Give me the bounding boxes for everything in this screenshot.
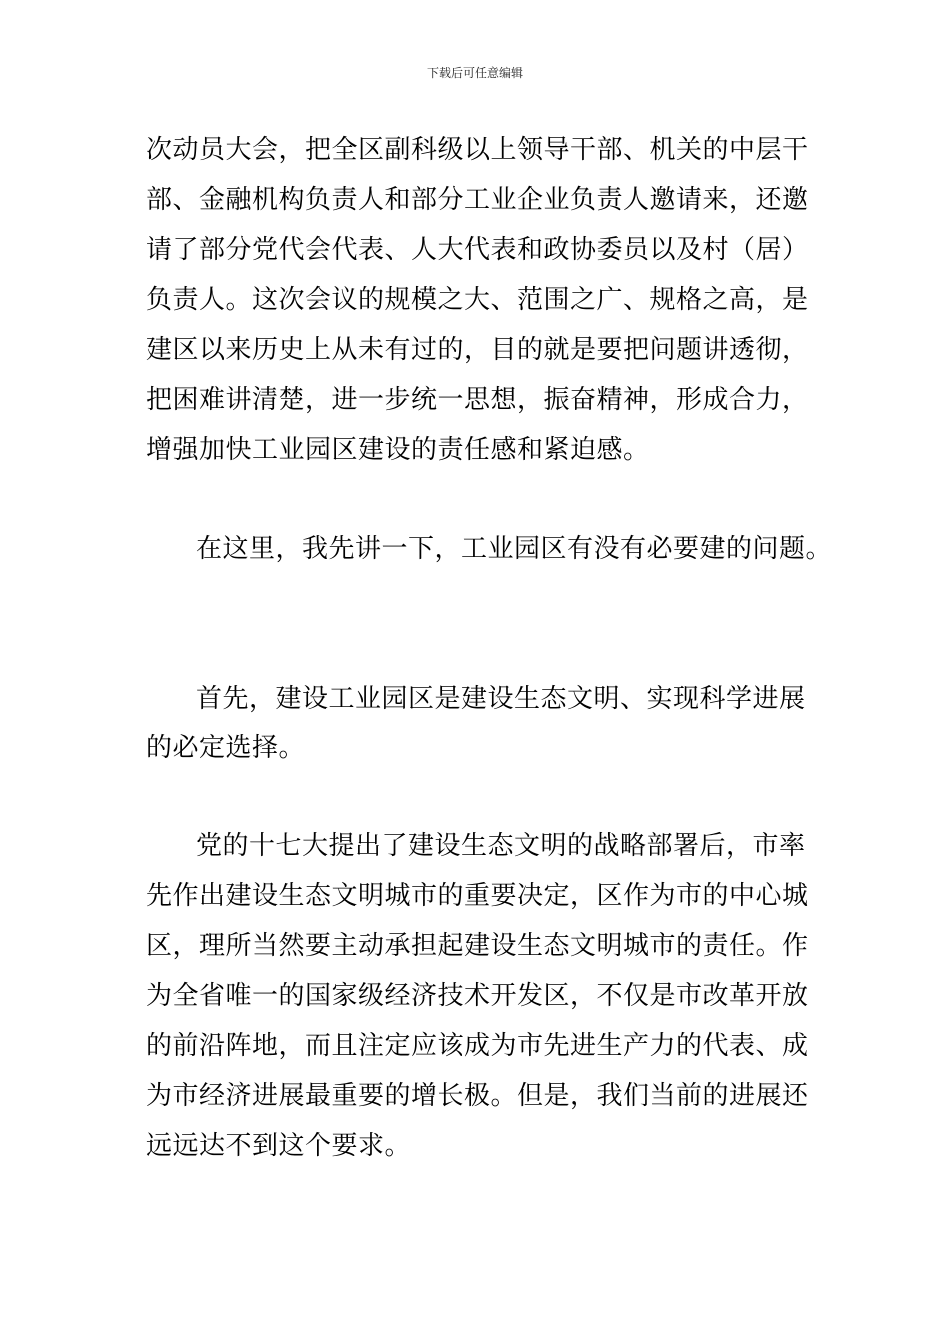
- paragraph-line: 在这里，我先讲一下，工业园区有没有必要建的问题。: [196, 534, 833, 564]
- paragraph-line: 的前沿阵地，而且注定应该成为市先进生产力的代表、成: [146, 1031, 809, 1061]
- paragraph-line: 增强加快工业园区建设的责任感和紧迫感。: [146, 435, 650, 465]
- page-header: 下载后可任意编辑: [426, 66, 523, 80]
- paragraph-line: 次动员大会，把全区副科级以上领导干部、机关的中层干: [146, 135, 809, 165]
- paragraph-line: 党的十七大提出了建设生态文明的战略部署后，市率: [196, 831, 806, 861]
- paragraph-line: 请了部分党代会代表、人大代表和政协委员以及村（居）: [146, 235, 809, 265]
- paragraph-line: 的必定选择。: [146, 733, 306, 763]
- paragraph-line: 部、金融机构负责人和部分工业企业负责人邀请来，还邀: [146, 185, 809, 215]
- paragraph-line: 建区以来历史上从未有过的，目的就是要把问题讲透彻，: [146, 335, 809, 365]
- paragraph-line: 负责人。这次会议的规模之大、范围之广、规格之高，是: [146, 285, 809, 315]
- paragraph-line: 为市经济进展最重要的增长极。但是，我们当前的进展还: [146, 1081, 809, 1111]
- paragraph-line: 先作出建设生态文明城市的重要决定，区作为市的中心城: [146, 881, 809, 911]
- paragraph-line: 远远达不到这个要求。: [146, 1131, 412, 1161]
- paragraph-line: 为全省唯一的国家级经济技术开发区，不仅是市改革开放: [146, 981, 809, 1011]
- paragraph-line: 区，理所当然要主动承担起建设生态文明城市的责任。作: [146, 931, 809, 961]
- paragraph-line: 把困难讲清楚，进一步统一思想，振奋精神，形成合力，: [146, 385, 809, 415]
- paragraph-line: 首先，建设工业园区是建设生态文明、实现科学进展: [196, 684, 806, 714]
